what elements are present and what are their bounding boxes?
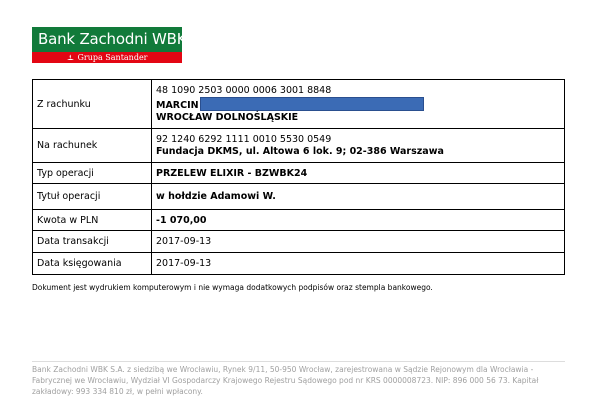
from-account-cell (152, 80, 565, 129)
row-transaction-date (33, 231, 565, 253)
amount-value: -1 070,00 (152, 210, 565, 231)
from-account-owner (156, 97, 560, 112)
redaction-bar (200, 97, 424, 111)
to-account-cell (152, 129, 565, 163)
to-account-label: Na rachunek (33, 129, 152, 163)
group-name-bar (32, 52, 182, 63)
amount-label: Kwota w PLN (33, 210, 152, 231)
document-note: Dokument jest wydrukiem komputerowym i nie wymaga dodatkowych podpisów oraz stempla bankowego. (32, 283, 433, 292)
transfer-details-table (32, 79, 565, 275)
row-from-account (33, 80, 565, 129)
operation-type-value: PRZELEW ELIXIR - BZWBK24 (152, 163, 565, 184)
row-to-account (33, 129, 565, 163)
row-operation-type (33, 163, 565, 184)
footer-divider (32, 361, 565, 362)
bank-logo (32, 27, 187, 63)
group-name: Grupa Santander (77, 53, 148, 62)
to-account-number: 92 1240 6292 1111 0010 5530 0549 (156, 133, 332, 145)
booking-date-value: 2017-09-13 (152, 253, 565, 275)
transaction-date-value: 2017-09-13 (152, 231, 565, 253)
transaction-date-label: Data transakcji (33, 231, 152, 253)
santander-flame-icon (66, 54, 75, 61)
operation-type-label: Typ operacji (33, 163, 152, 184)
booking-date-label: Data księgowania (33, 253, 152, 275)
bank-name: Bank Zachodni WBK (32, 27, 182, 52)
to-account-name: Fundacja DKMS, ul. Altowa 6 lok. 9; 02-386 Warszawa (156, 145, 444, 157)
legal-footer: Bank Zachodni WBK S.A. z siedzibą we Wrocławiu, Rynek 9/11, 50-950 Wrocław, zarejestrowana w Sądzie Rejonowym dla Wrocławia - Fabrycznej we Wrocławiu, Wydział VI Gospodarczy Krajowego Rejestru Sądowego pod nr KRS 0000008723. NIP: 896 000 56 73. Kapitał zakładowy: 993 334 810 zł, w pełni wpłacony. (32, 365, 539, 396)
operation-title-label: Tytuł operacji (33, 184, 152, 210)
row-booking-date (33, 253, 565, 275)
from-account-number: 48 1090 2503 0000 0006 3001 8848 (156, 84, 332, 96)
row-operation-title (33, 184, 565, 210)
from-account-name: MARCIN (156, 99, 199, 111)
from-account-label: Z rachunku (33, 80, 152, 129)
row-amount (33, 210, 565, 231)
from-account-city: WROCŁAW DOLNOŚLĄSKIE (156, 111, 299, 123)
operation-title-value: w hołdzie Adamowi W. (152, 184, 565, 210)
